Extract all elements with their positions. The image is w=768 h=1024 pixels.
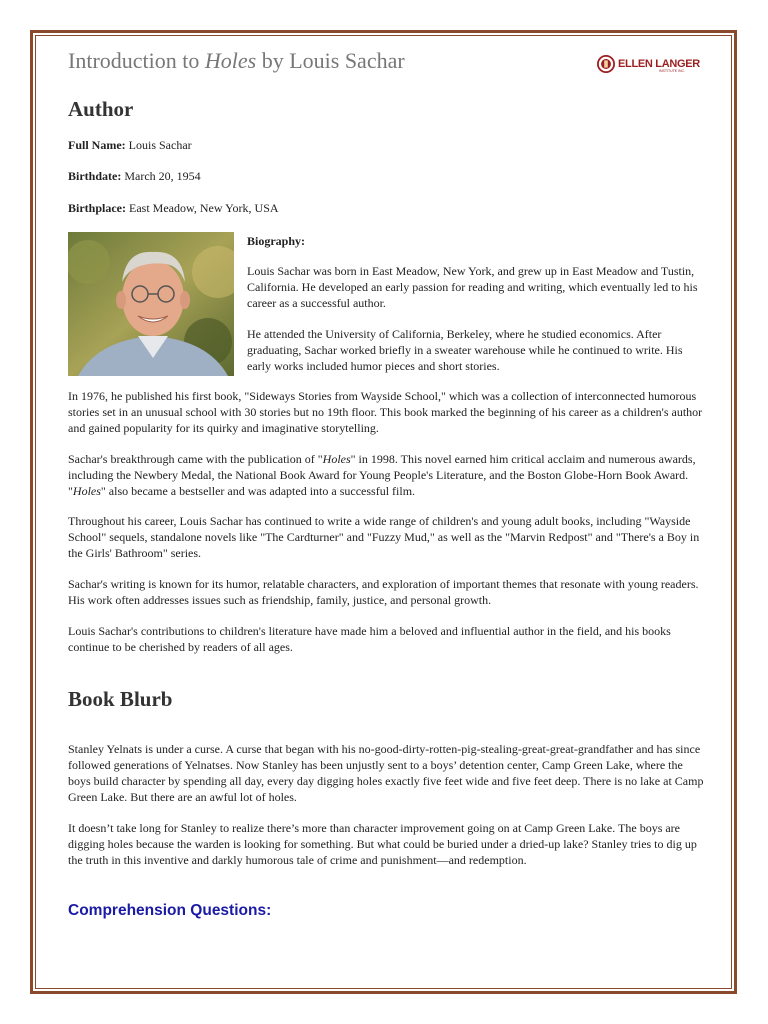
bio-paragraph-7: Louis Sachar's contributions to children's literature have made him a beloved and influential author in the field, and his books continue to be cherished by readers of all ages.: [68, 624, 671, 654]
bio-paragraph-6: Sachar's writing is known for its humor, relatable characters, and exploration of important themes that resonate with young readers. His work often addresses issues such as friendship, family, justice, and personal growth.: [68, 577, 699, 607]
bio-paragraph-5: Throughout his career, Louis Sachar has continued to write a wide range of children's and young adult books, including "Wayside School" sequels, standalone novels like "The Cardturner" and "Fuzzy Mud," as well as the "Marvin Redpost" and "There's a Boy in the Girls' Bathroom" series.: [68, 514, 700, 560]
blurb-paragraph-1: Stanley Yelnats is under a curse. A curse that began with his no-good-dirty-rotten-pig-stealing-great-great-grandfather and has since followed generations of Yelnatses. Now Stanley has been unjustly sent to a boys’ detention center, Camp Green Lake, where the boys build character by spending all day, every day digging holes exactly five feet wide and five feet deep. There is no lake at Camp Green Lake. But there are an awful lot of holes.: [68, 742, 704, 804]
author-photo: [68, 232, 234, 376]
bio-paragraph-3: In 1976, he published his first book, "Sideways Stories from Wayside School," which was a collection of interconnected humorous stories set in an unusual school with 30 stories but no 19th floor. This book marked the beginning of his career as a children's author and gained popularity for its quirky and imaginative storytelling.: [68, 389, 703, 435]
bio-paragraph-2: He attended the University of California, Berkeley, where he studied economics. After graduating, Sachar worked briefly in a sweater warehouse while he continued to write. His early works included humor pieces and short stories.: [247, 327, 683, 373]
blurb-paragraph-2: It doesn’t take long for Stanley to realize there’s more than character improvement going on at Camp Green Lake. The boys are digging holes because the warden is looking for something. But what could be buried under a dried-up lake? Stanley tries to dig up the truth in this inventive and darkly humorous tale of crime and punishment—and redemption.: [68, 821, 697, 867]
page-title: Introduction to Holes by Louis Sachar: [68, 48, 405, 73]
bio-paragraph-1: Louis Sachar was born in East Meadow, New York, and grew up in East Meadow and Tustin, California. He developed an early passion for reading and writing, which eventually led to his career as a successful author.: [247, 264, 698, 310]
seal-icon: [597, 55, 615, 73]
book-blurb-heading: Book Blurb: [68, 687, 173, 711]
author-heading: Author: [68, 97, 134, 121]
bio-paragraph-4: Sachar's breakthrough came with the publication of "Holes" in 1998. This novel earned him critical acclaim and numerous awards, including the Newbery Medal, the National Book Award for Young People's Literature, and the Boston Globe-Horn Book Award. "Holes" also became a bestseller and was adapted into a successful film.: [68, 452, 696, 498]
logo-subtext: INSTITUTE INC.: [659, 69, 686, 73]
logo-text: ELLEN LANGER: [618, 57, 700, 70]
full-name-field: Full Name: Louis Sachar: [68, 138, 192, 152]
biography-label: Biography:: [247, 234, 306, 248]
birthdate-field: Birthdate: March 20, 1954: [68, 169, 201, 183]
institute-logo: [597, 53, 701, 75]
comprehension-questions-heading: Comprehension Questions:: [68, 902, 272, 919]
birthplace-field: Birthplace: East Meadow, New York, USA: [68, 201, 279, 215]
